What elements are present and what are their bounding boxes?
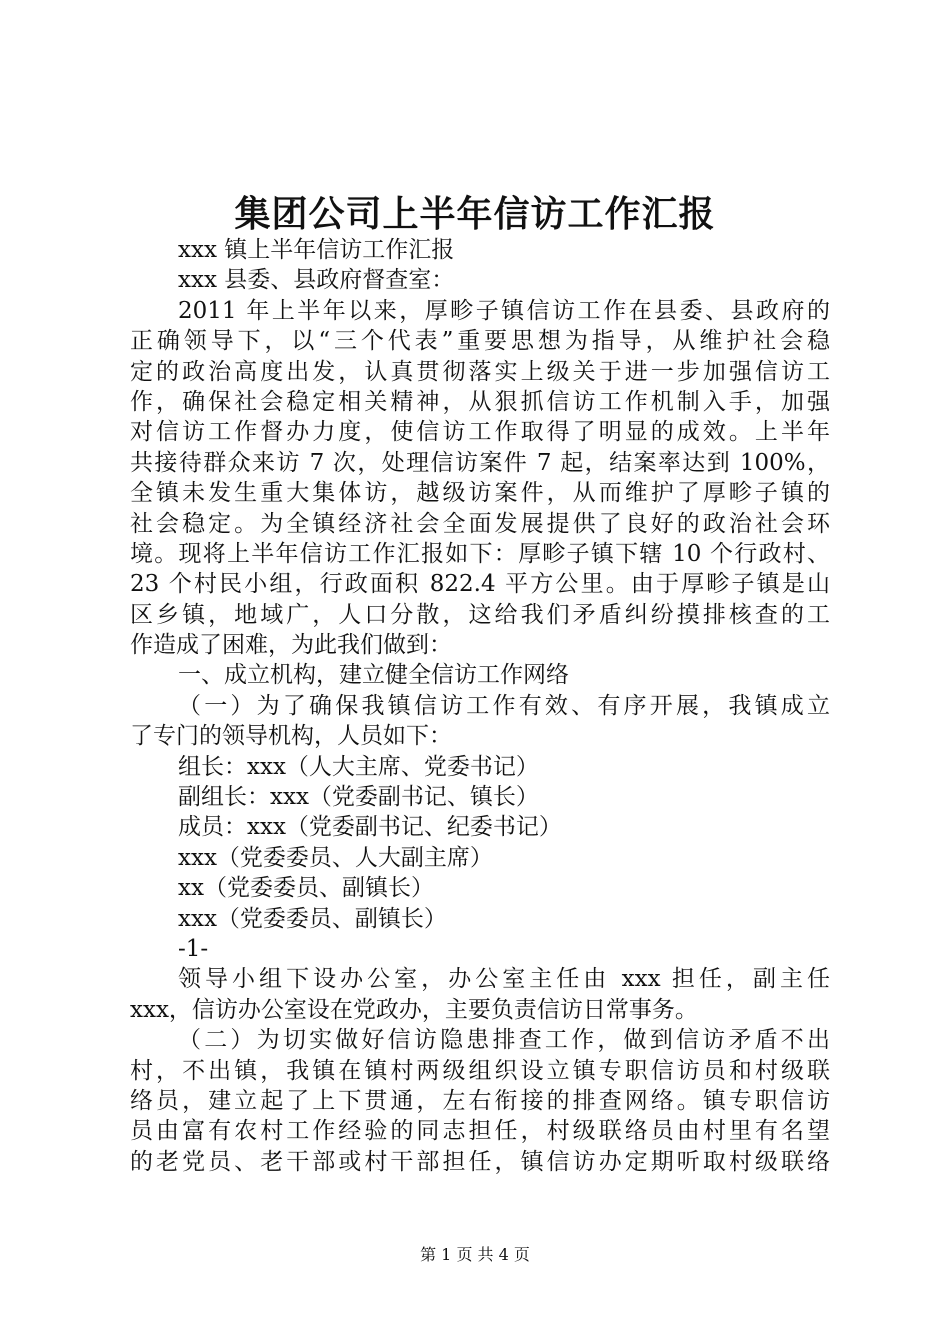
text-line: xxx 县委、县政府督查室： <box>178 267 455 294</box>
document-title: 集团公司上半年信访工作汇报 <box>234 193 716 235</box>
text-line: 员由富有农村工作经验的同志担任，村级联络员由村里有名望 <box>130 1118 830 1145</box>
text-line: 对信访工作督办力度，使信访工作取得了明显的成效。上半年 <box>130 419 830 446</box>
text-line: 副组长：xxx（党委副书记、镇长） <box>178 784 539 811</box>
text-line: 作造成了困难，为此我们做到： <box>130 632 452 659</box>
text-line: xxx 镇上半年信访工作汇报 <box>178 237 455 263</box>
text-line: 2011 年上半年以来，厚畛子镇信访工作在县委、县政府的 <box>178 297 830 324</box>
document-body <box>130 235 830 1177</box>
text-line: 共接待群众来访 7 次，处理信访案件 7 起，结案率达到 100%， <box>130 449 830 476</box>
page-footer: 第 1 页 共 4 页 <box>420 1245 530 1264</box>
text-line: 定的政治高度出发，认真贯彻落实上级关于进一步加强信访工 <box>130 358 830 385</box>
text-line: 络员，建立起了上下贯通，左右衔接的排查网络。镇专职信访 <box>130 1087 830 1114</box>
text-line: 一、成立机构，建立健全信访工作网络 <box>178 662 569 689</box>
text-line: 组长：xxx（人大主席、党委书记） <box>178 753 539 780</box>
text-line: -1- <box>178 935 209 962</box>
text-line: 了专门的领导机构，人员如下： <box>130 723 452 750</box>
text-line: 村，不出镇，我镇在镇村两级组织设立镇专职信访员和村级联 <box>130 1057 830 1084</box>
text-line: 23 个村民小组，行政面积 822.4 平方公里。由于厚畛子镇是山 <box>130 571 830 598</box>
text-line: xxx（党委委员、人大副主席） <box>178 844 493 871</box>
text-line: （一）为了确保我镇信访工作有效、有序开展，我镇成立 <box>178 692 830 719</box>
text-line: 境。现将上半年信访工作汇报如下：厚畛子镇下辖 10 个行政村、 <box>130 540 830 567</box>
text-line: 全镇未发生重大集体访，越级访案件，从而维护了厚畛子镇的 <box>130 480 830 507</box>
text-line: 正确领导下，以“三个代表”重要思想为指导，从维护社会稳 <box>130 328 830 355</box>
text-line: 社会稳定。为全镇经济社会全面发展提供了良好的政治社会环 <box>130 510 830 537</box>
text-line: 区乡镇，地域广，人口分散，这给我们矛盾纠纷摸排核查的工 <box>130 601 830 628</box>
text-line: xxx，信访办公室设在党政办，主要负责信访日常事务。 <box>130 996 698 1023</box>
text-line: 的老党员、老干部或村干部担任，镇信访办定期听取村级联络 <box>130 1148 830 1175</box>
text-line: 成员：xxx（党委副书记、纪委书记） <box>178 814 562 841</box>
text-line: （二）为切实做好信访隐患排查工作，做到信访矛盾不出 <box>178 1027 830 1054</box>
text-line: 领导小组下设办公室，办公室主任由 xxx 担任，副主任 <box>178 966 830 993</box>
text-line: xx（党委委员、副镇长） <box>178 875 434 902</box>
text-line: 作，确保社会稳定相关精神，从狠抓信访工作机制入手，加强 <box>130 388 830 415</box>
text-line: xxx（党委委员、副镇长） <box>178 905 447 932</box>
